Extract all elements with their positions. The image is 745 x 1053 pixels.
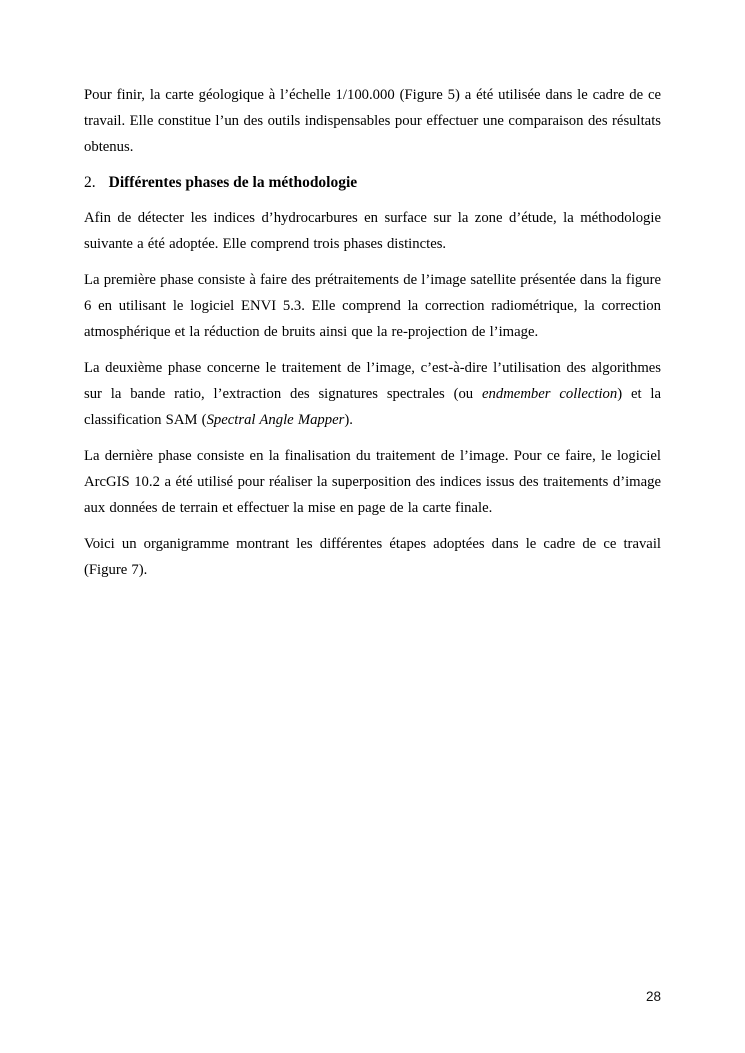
heading-number: 2. xyxy=(84,174,96,191)
heading-label: Différentes phases de la méthodologie xyxy=(108,174,358,191)
paragraph-phase2 xyxy=(84,355,661,433)
text-run: La deuxième phase concerne le traitement de l’image, c’est-à-dire l’utilisation des algorithmes sur la bande ratio, l’extraction des signatures spectrales (ou xyxy=(84,360,661,402)
italic-run-sam: Spectral Angle Mapper xyxy=(206,412,345,428)
section-heading xyxy=(84,170,661,196)
text-run: ). xyxy=(344,412,353,428)
paragraph-phase3: La dernière phase consiste en la finalisation du traitement de l’image. Pour ce faire, le logiciel ArcGIS 10.2 a été utilisé pour réaliser la superposition des indices issus des traitements d’image aux données de terrain et effectuer la mise en page de la carte finale. xyxy=(84,448,661,516)
page-number: 28 xyxy=(645,989,661,1004)
paragraph-figure-ref: Voici un organigramme montrant les différentes étapes adoptées dans le cadre de ce travail (Figure 7). xyxy=(84,536,661,578)
paragraph-phase1: La première phase consiste à faire des prétraitements de l’image satellite présentée dans la figure 6 en utilisant le logiciel ENVI 5.3. Elle comprend la correction radiométrique, la correction atmosphérique et la réduction de bruits ainsi que la re-projection de l’image. xyxy=(84,272,661,340)
paragraph-intro: Pour finir, la carte géologique à l’échelle 1/100.000 (Figure 5) a été utilisée dans le cadre de ce travail. Elle constitue l’un des outils indispensables pour effectuer une comparaison des résultats obtenus. xyxy=(84,87,661,155)
text-run: ) et la classification SAM ( xyxy=(84,386,661,428)
document-body xyxy=(84,82,661,593)
italic-run-endmember: endmember collection xyxy=(481,386,618,402)
paragraph-methodology: Afin de détecter les indices d’hydrocarbures en surface sur la zone d’étude, la méthodologie suivante a été adoptée. Elle comprend trois phases distinctes. xyxy=(84,210,661,252)
